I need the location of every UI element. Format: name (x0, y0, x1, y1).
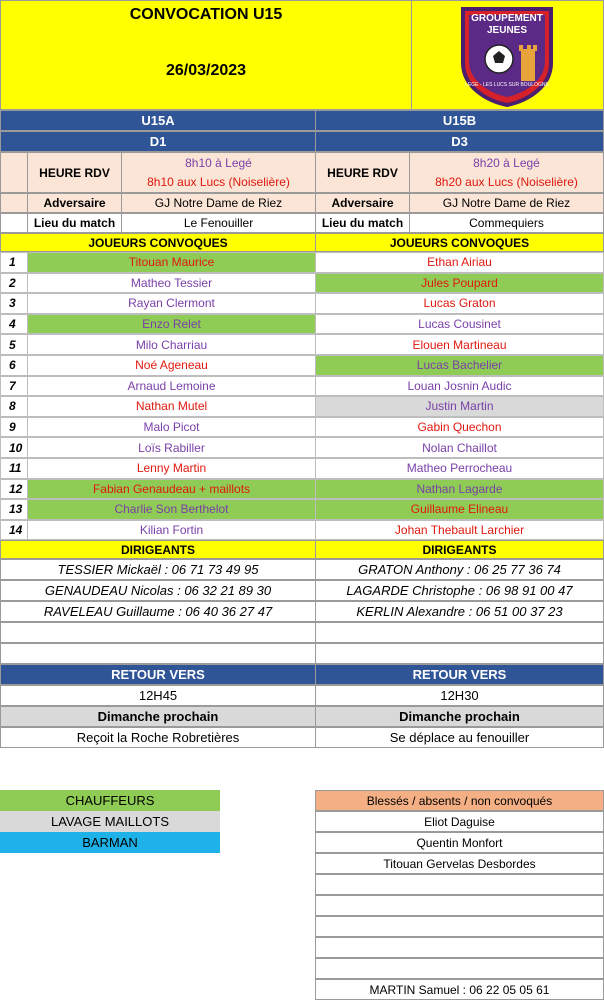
team-b-player: Lucas Bachelier (315, 355, 604, 376)
team-b-player: Nolan Chaillot (315, 437, 604, 458)
legend-barman: BARMAN (0, 832, 220, 853)
team-b-player: Elouen Martineau (315, 334, 604, 355)
team-a-player: Noé Ageneau (27, 355, 316, 376)
team-b-player: Johan Thebault Larchier (315, 520, 604, 541)
team-a-venue-label: Lieu du match (27, 213, 122, 233)
player-number: 8 (0, 396, 28, 417)
team-b-player: Justin Martin (315, 396, 604, 417)
team-a-rdv-label: HEURE RDV (27, 152, 122, 193)
team-b-rdv-line2: 8h20 aux Lucs (Noiselière) (435, 175, 578, 189)
absent-name-3: Titouan Gervelas Desbordes (315, 853, 604, 874)
team-a-venue: Le Fenouiller (121, 213, 316, 233)
team-a-name: U15A (0, 110, 316, 131)
team-a-opponent: GJ Notre Dame de Riez (121, 193, 316, 213)
team-b-player: Lucas Cousinet (315, 314, 604, 335)
player-number: 6 (0, 355, 28, 376)
team-a-players-header: JOUEURS CONVOQUES (0, 233, 316, 252)
team-b-leader-1: GRATON Anthony : 06 25 77 36 74 (315, 559, 604, 580)
player-number: 3 (0, 293, 28, 314)
team-b-next-text: Se déplace au fenouiller (315, 727, 604, 748)
player-number: 5 (0, 334, 28, 355)
team-b-next-label: Dimanche prochain (315, 706, 604, 727)
table-row (0, 396, 604, 417)
team-b-venue-label: Lieu du match (315, 213, 410, 233)
team-a-player: Rayan Clermont (27, 293, 316, 314)
team-b-return-header: RETOUR VERS (315, 664, 604, 685)
team-b-leader-2: LAGARDE Christophe : 06 98 91 00 47 (315, 580, 604, 601)
team-a-rdv-line2: 8h10 aux Lucs (Noiselière) (147, 175, 290, 189)
table-row (0, 458, 604, 479)
team-b-player: Gabin Quechon (315, 417, 604, 438)
table-row (0, 417, 604, 438)
team-b-rdv-line1: 8h20 à Legé (473, 156, 540, 170)
team-b-rdv-label: HEURE RDV (315, 152, 410, 193)
table-row (0, 437, 604, 458)
team-a-player: Titouan Maurice (27, 252, 316, 273)
team-b-return-time: 12H30 (315, 685, 604, 706)
team-a-leaders-header: DIRIGEANTS (0, 540, 316, 559)
match-date: 26/03/2023 (165, 62, 247, 79)
logo-text-top: GROUPEMENT (471, 12, 543, 24)
team-a-player: Charlie Son Berthelot (27, 499, 316, 520)
team-a-next-label: Dimanche prochain (0, 706, 316, 727)
team-b-name: U15B (315, 110, 604, 131)
team-a-player: Malo Picot (27, 417, 316, 438)
team-b-opponent-label: Adversaire (315, 193, 410, 213)
absent-empty-4 (315, 937, 604, 958)
team-b-players-header: JOUEURS CONVOQUES (315, 233, 604, 252)
player-number: 2 (0, 273, 28, 294)
table-row (0, 376, 604, 397)
player-number: 4 (0, 314, 28, 335)
player-number: 9 (0, 417, 28, 438)
legend-washing: LAVAGE MAILLOTS (0, 811, 220, 832)
player-number: 1 (0, 252, 28, 273)
team-b-player: Guillaume Elineau (315, 499, 604, 520)
player-number: 10 (0, 437, 28, 458)
page-title: CONVOCATION U15 (129, 6, 283, 23)
team-a-player: Kilian Fortin (27, 520, 316, 541)
player-number: 11 (0, 458, 28, 479)
absent-header: Blessés / absents / non convoqués (315, 790, 604, 811)
table-row (0, 520, 604, 541)
team-a-player: Fabian Genaudeau + maillots (27, 479, 316, 500)
team-b-player: Ethan Airiau (315, 252, 604, 273)
team-a-return-time: 12H45 (0, 685, 316, 706)
team-b-opponent: GJ Notre Dame de Riez (409, 193, 604, 213)
team-a-leader-empty-1 (0, 622, 316, 643)
team-a-division: D1 (0, 131, 316, 152)
player-number: 12 (0, 479, 28, 500)
team-b-division: D3 (315, 131, 604, 152)
legend-drivers: CHAUFFEURS (0, 790, 220, 811)
table-row (0, 273, 604, 294)
team-a-leader-3: RAVELEAU Guillaume : 06 40 36 27 47 (0, 601, 316, 622)
logo-text-bottom: LEGE - LES LUCS SUR BOULOGNE (465, 82, 549, 88)
team-a-player: Arnaud Lemoine (27, 376, 316, 397)
absent-name-2: Quentin Monfort (315, 832, 604, 853)
absent-empty-1 (315, 874, 604, 895)
table-row (0, 252, 604, 273)
team-b-player: Matheo Perrocheau (315, 458, 604, 479)
team-a-return-header: RETOUR VERS (0, 664, 316, 685)
team-a-leader-1: TESSIER Mickaël : 06 71 73 49 95 (0, 559, 316, 580)
table-row (0, 334, 604, 355)
team-a-opp-index (0, 193, 28, 213)
absent-empty-5 (315, 958, 604, 979)
team-b-leaders-header: DIRIGEANTS (315, 540, 604, 559)
player-number: 14 (0, 520, 28, 541)
team-a-player: Loïs Rabiller (27, 437, 316, 458)
team-b-leader-empty-2 (315, 643, 604, 664)
table-row (0, 293, 604, 314)
team-a-rdv-line1: 8h10 à Legé (185, 156, 252, 170)
absent-name-1: Eliot Daguise (315, 811, 604, 832)
team-a-player: Lenny Martin (27, 458, 316, 479)
table-row (0, 314, 604, 335)
absent-footer-contact: MARTIN Samuel : 06 22 05 05 61 (315, 979, 604, 1000)
team-a-next-text: Reçoit la Roche Robretières (0, 727, 316, 748)
team-b-leader-3: KERLIN Alexandre : 06 51 00 37 23 (315, 601, 604, 622)
team-b-leader-empty-1 (315, 622, 604, 643)
table-row (0, 479, 604, 500)
team-a-player: Enzo Relet (27, 314, 316, 335)
team-a-opponent-label: Adversaire (27, 193, 122, 213)
team-a-player: Milo Charriau (27, 334, 316, 355)
team-b-player: Lucas Graton (315, 293, 604, 314)
player-number: 7 (0, 376, 28, 397)
team-a-leader-2: GENAUDEAU Nicolas : 06 32 21 89 30 (0, 580, 316, 601)
absent-empty-3 (315, 916, 604, 937)
team-a-player: Matheo Tessier (27, 273, 316, 294)
team-b-player: Louan Josnin Audic (315, 376, 604, 397)
team-a-player: Nathan Mutel (27, 396, 316, 417)
team-b-player: Jules Poupard (315, 273, 604, 294)
player-number: 13 (0, 499, 28, 520)
team-b-venue: Commequiers (409, 213, 604, 233)
logo-text-mid: JEUNES (486, 25, 527, 36)
team-a-venue-index (0, 213, 28, 233)
team-a-rdv-index (0, 152, 28, 193)
absent-empty-2 (315, 895, 604, 916)
table-row (0, 355, 604, 376)
team-b-player: Nathan Lagarde (315, 479, 604, 500)
table-row (0, 499, 604, 520)
team-a-leader-empty-2 (0, 643, 316, 664)
